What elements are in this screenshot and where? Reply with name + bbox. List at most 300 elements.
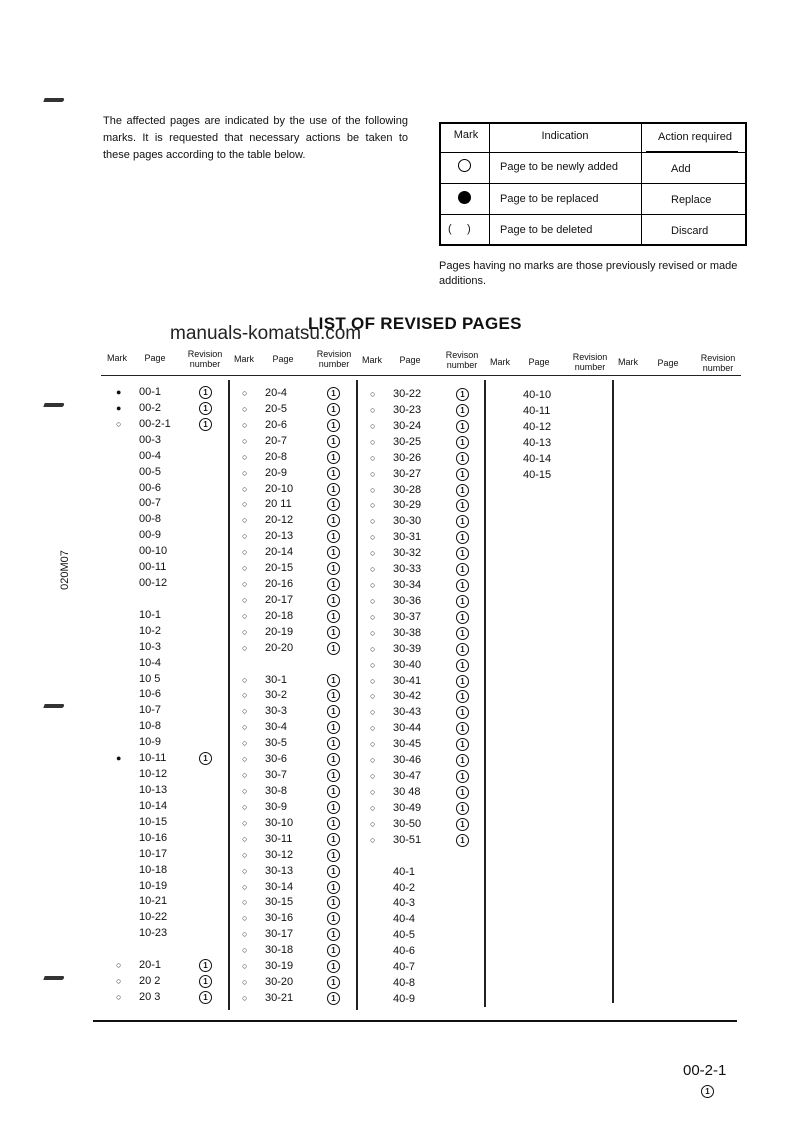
page-entry: 30-28 [393,483,422,496]
legend-indication: Page to be deleted [500,224,593,236]
revision-badge: 1 [327,705,340,718]
page-entry: 30-40 [393,658,422,671]
open-circle-icon: ○ [370,500,376,511]
column-divider [356,380,358,1010]
open-circle-icon: ○ [242,865,248,876]
column-header-mark: Mark [618,357,638,367]
open-circle-icon: ○ [370,468,376,479]
page-entry: 10-22 [139,911,168,924]
open-circle-icon: ○ [242,722,248,733]
open-circle-icon: ○ [242,531,248,542]
legend-indication: Page to be replaced [500,193,599,205]
revision-badge: 1 [456,675,469,688]
page-entry: 10-14 [139,799,168,812]
open-circle-icon: ○ [116,991,122,1002]
open-circle-icon: ○ [370,755,376,766]
open-circle-icon: ○ [370,436,376,447]
page-entry: 00-7 [139,497,162,510]
column-header-revision: Revision number [187,349,223,369]
page-entry: 30-14 [265,880,294,893]
open-circle-icon: ○ [370,675,376,686]
page-entry: 30-13 [265,864,294,877]
filled-circle-icon: ● [116,753,122,764]
page-entry: 20-12 [265,514,294,527]
open-circle-icon: ○ [242,435,248,446]
header-underline [101,375,741,376]
revision-badge: 1 [327,594,340,607]
page-entry: 10-7 [139,704,162,717]
open-circle-icon: ○ [242,579,248,590]
revision-badge: 1 [327,896,340,909]
page-entry: 30-6 [265,753,288,766]
revision-badge: 1 [199,402,212,415]
open-circle-icon: ○ [242,786,248,796]
page-entry: 20-1 [139,959,162,972]
margin-mark [43,976,64,980]
page-entry: 10-19 [139,879,168,892]
page-entry: 20-9 [265,466,288,479]
revision-badge: 1 [327,833,340,846]
page-entry: 10-11 [139,752,167,765]
page-entry: 40-13 [523,436,552,449]
page-entry: 30-3 [265,705,288,718]
revision-badge: 1 [327,626,340,639]
revision-badge: 1 [327,976,340,989]
page-entry: 20-7 [265,434,288,447]
column-header-mark: Mark [234,354,254,364]
revision-badge: 1 [199,991,212,1004]
intro-text: The affected pages are indicated by the use of the following marks. It is requested that necessary actions be taken to these pages according to the table below. [103,115,408,161]
revision-badge: 1 [456,468,469,481]
page-entry: 00-12 [139,577,168,590]
revision-badge: 1 [456,690,469,703]
page-entry: 20-6 [265,418,288,431]
page-entry: 20 2 [139,975,161,988]
revision-badge: 1 [327,403,340,416]
open-circle-icon: ○ [242,483,248,494]
open-circle-icon: ○ [370,484,376,495]
revision-badge: 1 [327,881,340,894]
open-circle-icon: ○ [242,738,248,749]
open-circle-icon: ○ [370,818,376,829]
page-entry: 00-2-1 [139,417,171,430]
page-entry: 30-20 [265,976,294,989]
open-circle-icon: ○ [242,388,248,398]
page-entry: 30-42 [393,690,422,703]
column-header-page: Page [657,358,679,368]
page-entry: 40-5 [393,929,416,942]
page-entry: 30-47 [393,770,422,783]
page-entry: 30-4 [265,721,288,734]
revision-badge: 1 [456,436,469,449]
revision-badge: 1 [327,642,340,655]
open-circle-icon: ○ [242,499,248,510]
page-entry: 30-2 [265,689,288,702]
page-entry: 30-22 [393,388,422,400]
page-entry: 30-10 [265,816,294,829]
page-entry: 10-3 [139,640,162,653]
page-entry: 30-51 [393,833,422,846]
revision-badge: 1 [456,388,469,401]
revision-badge: 1 [327,498,340,511]
revision-badge: 1 [327,928,340,941]
page-entry: 30-45 [393,738,422,751]
open-circle-icon: ○ [116,418,122,429]
page-entry: 10-6 [139,688,162,701]
page-entry: 20-10 [265,482,294,495]
page-entry: 00-1 [139,386,162,398]
page-entry: 20-16 [265,578,294,591]
revision-badge: 1 [327,530,340,543]
page-entry: 30 48 [393,786,421,798]
page-entry: 10-4 [139,656,162,669]
page-entry: 20-18 [265,609,294,622]
page-entry: 10-8 [139,720,162,733]
legend-table [439,122,747,246]
page-entry: 30-49 [393,801,422,814]
revision-badge: 1 [327,674,340,687]
open-circle-icon: ○ [370,834,376,845]
revision-badge: 1 [327,419,340,432]
page-entry: 30-34 [393,579,422,592]
page-entry: 30-12 [265,848,294,861]
revision-badge: 1 [327,801,340,814]
page-entry: 30-15 [265,896,294,909]
page-entry: 30-1 [265,673,288,686]
open-circle-icon: ○ [242,754,248,765]
parentheses-icon: ( ) [448,223,471,235]
open-circle-icon: ○ [242,706,248,717]
revision-badge: 1 [456,834,469,847]
legend-header-action: Action required [658,131,732,143]
margin-mark [43,98,64,102]
revision-badge: 1 [456,754,469,767]
revision-badge: 1 [327,483,340,496]
page-entry: 30-17 [265,928,294,941]
column-header-page: Page [272,354,294,364]
page-entry: 00-6 [139,481,162,494]
page-entry: 40-15 [523,468,552,481]
page-entry: 20 11 [265,498,292,511]
page-entry: 20-5 [265,402,288,415]
page-entry: 10-16 [139,831,168,844]
page-entry: 20-17 [265,593,294,606]
page-entry: 30-19 [265,960,294,973]
revision-badge: 1 [327,578,340,591]
column-divider [484,380,486,1007]
page-entry: 30-5 [265,737,288,750]
filled-circle-icon: ● [116,387,122,397]
page-entry: 40-6 [393,945,416,958]
column-header-revision: Revision number [572,352,608,372]
page-entry: 20-19 [265,625,294,638]
page-entry: 00-3 [139,433,162,446]
page-entry: 30-30 [393,515,422,528]
revision-badge: 1 [199,959,212,972]
open-circle-icon: ○ [370,739,376,750]
revision-badge: 1 [327,944,340,957]
open-circle-icon: ○ [242,403,248,414]
list-title: LIST OF REVISED PAGES [308,314,522,333]
open-circle-icon: ○ [242,961,248,972]
page-entry: 00-8 [139,513,162,526]
bottom-rule [93,1020,737,1022]
page-entry: 30-38 [393,626,422,639]
revision-badge: 1 [199,418,212,431]
revision-badge: 1 [199,386,212,399]
page-entry: 30-11 [265,832,293,845]
revision-badge: 1 [327,992,340,1005]
revision-badge: 1 [327,546,340,559]
page-entry: 30-18 [265,944,294,957]
revision-badge: 1 [456,420,469,433]
revision-badge: 1 [327,514,340,527]
page-entry: 30-39 [393,642,422,655]
legend-action: Discard [671,225,709,237]
open-circle-icon: ○ [242,515,248,526]
open-circle-icon: ○ [242,674,248,685]
column-header-revision: Revison number [445,350,479,370]
revision-badge: 1 [456,802,469,815]
page-entry: 40-11 [523,404,551,417]
legend-action: Add [671,163,691,175]
open-circle-icon: ○ [242,849,248,860]
page-entry: 10-2 [139,624,162,637]
page-entry: 40-9 [393,992,416,1005]
page-entry: 40-1 [393,865,416,878]
page-entry: 20-8 [265,450,288,463]
page-entry: 10-23 [139,927,168,940]
open-circle-icon: ○ [242,626,248,637]
revision-badge: 1 [456,563,469,576]
page-entry: 30-26 [393,451,422,464]
open-circle-icon: ○ [370,595,376,606]
open-circle-icon: ○ [242,929,248,940]
page-entry: 20-20 [265,641,294,654]
open-circle-icon: ○ [370,771,376,782]
margin-mark [43,403,64,407]
column-header-page: Page [528,357,550,367]
page-entry: 30-21 [265,991,294,1004]
open-circle-icon: ○ [242,451,248,462]
open-circle-icon: ○ [242,913,248,924]
page-entry: 10-12 [139,768,168,781]
revision-badge: 1 [456,659,469,672]
revision-badge: 1 [456,404,469,417]
page-entry: 30-32 [393,547,422,560]
revision-badge: 1 [199,975,212,988]
column-header-mark: Mark [107,353,127,363]
revision-badge: 1 [456,499,469,512]
open-circle-icon: ○ [370,659,376,670]
page-entry: 40-10 [523,389,552,401]
page-entry: 00-10 [139,545,168,558]
revision-badge: 1 [327,753,340,766]
revision-badge: 1 [327,721,340,734]
column-header-mark: Mark [362,355,382,365]
page-entry: 30-50 [393,817,422,830]
page-entry: 30-25 [393,435,422,448]
open-circle-icon: ○ [242,897,248,908]
page-entry: 30-46 [393,754,422,767]
open-circle-icon: ○ [370,389,376,399]
page-entry: 30-31 [393,531,422,544]
page-entry: 10-18 [139,863,168,876]
revision-badge: 1 [456,643,469,656]
revision-badge: 1 [327,435,340,448]
revision-badge: 1 [327,451,340,464]
revision-badge: 1 [327,562,340,575]
page-entry: 30-41 [393,674,422,687]
page-entry: 40-8 [393,977,416,990]
side-code: 020M07 [59,550,71,590]
open-circle-icon: ○ [370,516,376,527]
note-text: Pages having no marks are those previously revised or made additions. [439,260,738,287]
legend-header-mark: Mark [453,129,479,141]
revision-badge: 1 [456,722,469,735]
revision-badge: 1 [456,706,469,719]
legend-action: Replace [671,194,712,206]
column-divider [228,380,230,1010]
revision-badge: 1 [456,595,469,608]
revision-badge: 1 [327,849,340,862]
open-circle-icon: ○ [370,532,376,543]
page-entry: 10-13 [139,784,168,796]
page-entry: 40-2 [393,881,416,894]
open-circle-icon: ○ [370,452,376,463]
revision-badge: 1 [456,452,469,465]
page-entry: 40-14 [523,452,552,465]
page-entry: 30-43 [393,706,422,719]
page-entry: 30-33 [393,563,422,576]
open-circle-icon: ○ [242,801,248,812]
open-circle-icon: ○ [370,787,376,797]
open-circle-icon: ○ [116,976,122,987]
open-circle-icon: ○ [242,992,248,1003]
revision-badge: 1 [456,484,469,497]
page-entry: 00-11 [139,561,167,574]
page-entry: 20-14 [265,546,294,559]
page-revision-badge: 1 [701,1085,714,1098]
legend-header-indication: Indication [541,130,589,142]
open-circle-icon: ○ [370,691,376,702]
page-entry: 00-5 [139,465,162,478]
page-entry: 20-4 [265,387,288,399]
column-divider [612,380,614,1003]
revision-badge: 1 [456,547,469,560]
page-entry: 20-15 [265,562,294,575]
column-header-page: Page [144,353,166,363]
margin-mark [43,704,64,708]
column-header-mark: Mark [490,357,510,367]
open-circle-icon: ○ [370,548,376,559]
column-header-page: Page [399,355,421,365]
revision-badge: 1 [456,579,469,592]
open-circle-icon: ○ [242,419,248,430]
revision-badge: 1 [456,738,469,751]
page-entry: 00-4 [139,449,162,462]
open-circle-icon: ○ [370,420,376,431]
page-entry: 30-9 [265,800,288,813]
legend-indication: Page to be newly added [500,161,619,173]
page-number: 00-2-1 [683,1062,727,1079]
open-circle-icon: ○ [370,723,376,734]
open-circle-icon: ○ [370,627,376,638]
page-entry: 30-44 [393,722,422,735]
revision-badge: 1 [327,912,340,925]
revision-badge: 1 [456,611,469,624]
open-circle-icon: ○ [370,802,376,813]
open-circle-icon: ○ [242,610,248,621]
open-circle-icon: ○ [242,770,248,781]
page-entry: 40-4 [393,913,416,926]
page-entry: 30-24 [393,419,422,432]
revision-badge: 1 [327,387,340,400]
page-entry: 00-2 [139,401,162,414]
page-entry: 10-17 [139,847,168,860]
page-entry: 20-13 [265,530,294,543]
revision-badge: 1 [327,689,340,702]
page-entry: 30-16 [265,912,294,925]
watermark: manuals-komatsu.com [170,323,362,344]
open-circle-icon: ○ [242,642,248,653]
page-entry: 00-9 [139,529,162,542]
revision-badge: 1 [327,737,340,750]
open-circle-icon: ○ [242,833,248,844]
page-entry: 10 5 [139,672,161,685]
revision-badge: 1 [199,752,212,765]
filled-circle-icon [458,191,471,204]
revision-badge: 1 [456,515,469,528]
page-entry: 10-1 [139,608,162,621]
open-circle-icon: ○ [242,547,248,558]
page-entry: 30-37 [393,610,422,623]
open-circle-icon: ○ [370,611,376,622]
page-entry: 10-9 [139,736,162,749]
page-entry: 30-36 [393,594,422,607]
page-entry: 10-15 [139,815,168,828]
revision-badge: 1 [327,769,340,782]
revision-badge: 1 [456,786,469,799]
open-circle-icon: ○ [242,945,248,956]
open-circle-icon: ○ [242,467,248,478]
open-circle-icon: ○ [370,404,376,415]
page-entry: 30-8 [265,785,288,797]
filled-circle-icon: ● [116,402,122,413]
page-entry: 20 3 [139,990,161,1003]
open-circle-icon: ○ [242,594,248,605]
revision-badge: 1 [456,818,469,831]
page-entry: 30-23 [393,403,422,416]
open-circle-icon: ○ [370,580,376,591]
page-entry: 10-21 [139,895,168,908]
open-circle-icon: ○ [242,817,248,828]
open-circle-icon: ○ [242,563,248,574]
open-circle-icon: ○ [370,707,376,718]
page-entry: 30-27 [393,467,422,480]
open-circle-icon: ○ [242,977,248,988]
column-header-revision: Revision number [700,353,736,373]
open-circle-icon: ○ [370,564,376,575]
page-entry: 40-7 [393,961,416,974]
open-circle-icon: ○ [370,643,376,654]
revision-badge: 1 [327,865,340,878]
open-circle-icon: ○ [242,690,248,701]
revision-badge: 1 [327,960,340,973]
open-circle-icon: ○ [242,881,248,892]
page-entry: 30-29 [393,499,422,512]
open-circle-icon: ○ [116,960,122,971]
